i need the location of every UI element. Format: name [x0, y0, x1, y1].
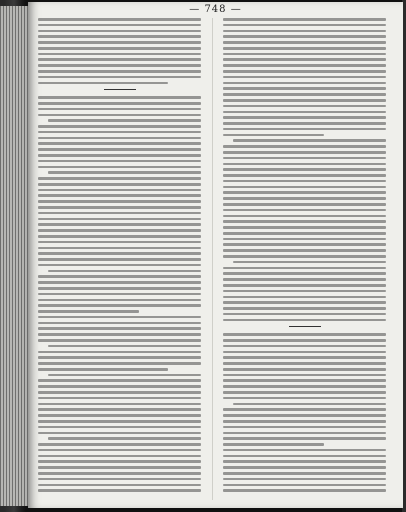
text-line-placeholder	[223, 99, 386, 102]
text-line-placeholder	[223, 203, 386, 206]
text-line-placeholder	[223, 272, 386, 275]
text-line-placeholder	[223, 397, 386, 400]
text-line-placeholder	[38, 96, 201, 99]
page-number: — 748 —	[189, 4, 242, 15]
text-line-placeholder	[223, 186, 386, 189]
text-line-placeholder	[223, 290, 386, 293]
text-line-placeholder	[38, 177, 201, 180]
text-line-placeholder	[223, 30, 386, 33]
text-line-placeholder	[223, 374, 386, 377]
text-line-placeholder	[223, 267, 386, 270]
text-line-placeholder	[38, 397, 201, 400]
text-line-placeholder	[233, 139, 386, 142]
text-line-placeholder	[223, 345, 386, 348]
text-line-placeholder	[38, 287, 201, 290]
text-line-placeholder	[223, 18, 386, 21]
text-line-placeholder	[38, 252, 201, 255]
section-rule	[289, 326, 321, 327]
text-line-placeholder	[38, 489, 201, 492]
text-line-placeholder	[223, 489, 386, 492]
text-line-placeholder	[38, 455, 201, 458]
text-line-placeholder	[38, 264, 201, 267]
text-line-placeholder	[223, 122, 386, 125]
text-line-placeholder	[48, 345, 201, 348]
text-line-placeholder	[38, 194, 201, 197]
text-line-placeholder	[38, 148, 201, 151]
text-line-placeholder	[38, 30, 201, 33]
text-line-placeholder	[38, 24, 201, 27]
text-line-placeholder	[38, 183, 201, 186]
text-line-placeholder	[223, 243, 386, 246]
text-line-placeholder	[38, 408, 201, 411]
text-line-placeholder	[223, 333, 386, 336]
text-line-placeholder	[223, 449, 386, 452]
text-line-placeholder	[38, 368, 168, 371]
text-line-placeholder	[38, 125, 201, 128]
text-line-placeholder	[48, 374, 201, 377]
text-line-placeholder	[38, 189, 201, 192]
text-line-placeholder	[223, 163, 386, 166]
text-line-placeholder	[48, 270, 201, 273]
text-line-placeholder	[38, 58, 201, 61]
text-line-placeholder	[38, 299, 201, 302]
text-line-placeholder	[223, 414, 386, 417]
text-line-placeholder	[38, 403, 201, 406]
text-line-placeholder	[38, 339, 201, 342]
text-line-placeholder	[38, 281, 201, 284]
text-line-placeholder	[38, 426, 201, 429]
text-line-placeholder	[223, 197, 386, 200]
text-line-placeholder	[38, 154, 201, 157]
text-line-placeholder	[38, 356, 201, 359]
text-line-placeholder	[38, 443, 201, 446]
text-line-placeholder	[223, 379, 386, 382]
text-column-left	[38, 18, 201, 495]
text-line-placeholder	[38, 293, 201, 296]
text-line-placeholder	[223, 41, 386, 44]
text-line-placeholder	[223, 157, 386, 160]
text-line-placeholder	[48, 171, 201, 174]
text-line-placeholder	[223, 249, 386, 252]
text-line-placeholder	[223, 362, 386, 365]
text-line-placeholder	[223, 284, 386, 287]
text-line-placeholder	[38, 212, 201, 215]
text-line-placeholder	[38, 229, 201, 232]
text-line-placeholder	[223, 87, 386, 90]
text-line-placeholder	[223, 116, 386, 119]
text-line-placeholder	[223, 255, 386, 258]
text-line-placeholder	[223, 93, 386, 96]
text-line-placeholder	[223, 472, 386, 475]
text-line-placeholder	[38, 322, 201, 325]
text-line-placeholder	[223, 145, 386, 148]
text-line-placeholder	[38, 247, 201, 250]
text-line-placeholder	[38, 478, 201, 481]
text-line-placeholder	[223, 151, 386, 154]
text-line-placeholder	[223, 278, 386, 281]
text-line-placeholder	[223, 478, 386, 481]
text-line-placeholder	[48, 437, 201, 440]
text-line-placeholder	[223, 64, 386, 67]
text-line-placeholder	[38, 235, 201, 238]
text-line-placeholder	[223, 426, 386, 429]
text-line-placeholder	[223, 53, 386, 56]
text-line-placeholder	[223, 466, 386, 469]
text-line-placeholder	[38, 466, 201, 469]
page-stack-edge	[0, 6, 30, 506]
text-line-placeholder	[223, 174, 386, 177]
text-line-placeholder	[38, 333, 201, 336]
text-line-placeholder	[38, 241, 201, 244]
text-line-placeholder	[223, 301, 386, 304]
text-line-placeholder	[38, 420, 201, 423]
text-line-placeholder	[223, 437, 386, 440]
text-line-placeholder	[38, 310, 139, 313]
text-line-placeholder	[223, 128, 386, 131]
text-line-placeholder	[223, 24, 386, 27]
text-line-placeholder	[223, 220, 386, 223]
text-line-placeholder	[38, 432, 201, 435]
text-line-placeholder	[38, 223, 201, 226]
text-line-placeholder	[223, 432, 386, 435]
text-line-placeholder	[48, 119, 201, 122]
text-line-placeholder	[38, 64, 201, 67]
text-line-placeholder	[38, 218, 201, 221]
text-line-placeholder	[38, 206, 201, 209]
text-line-placeholder	[38, 351, 201, 354]
text-column-right	[223, 18, 386, 495]
text-line-placeholder	[223, 307, 386, 310]
text-line-placeholder	[223, 368, 386, 371]
text-line-placeholder	[223, 191, 386, 194]
text-line-placeholder	[223, 319, 386, 322]
text-line-placeholder	[38, 114, 201, 117]
text-line-placeholder	[223, 226, 386, 229]
text-line-placeholder	[223, 168, 386, 171]
text-line-placeholder	[38, 166, 201, 169]
text-line-placeholder	[223, 391, 386, 394]
text-line-placeholder	[38, 362, 201, 365]
text-line-placeholder	[38, 484, 201, 487]
text-line-placeholder	[38, 414, 201, 417]
text-line-placeholder	[223, 420, 386, 423]
text-line-placeholder	[38, 275, 201, 278]
text-line-placeholder	[223, 180, 386, 183]
text-line-placeholder	[223, 134, 324, 137]
text-line-placeholder	[223, 460, 386, 463]
text-line-placeholder	[38, 200, 201, 203]
text-line-placeholder	[38, 385, 201, 388]
text-line-placeholder	[223, 296, 386, 299]
text-line-placeholder	[38, 391, 201, 394]
text-line-placeholder	[223, 105, 386, 108]
column-divider	[212, 18, 213, 500]
text-line-placeholder	[38, 460, 201, 463]
text-line-placeholder	[38, 41, 201, 44]
text-line-placeholder	[223, 232, 386, 235]
section-rule	[104, 89, 136, 90]
text-line-placeholder	[38, 472, 201, 475]
text-line-placeholder	[38, 82, 168, 85]
book-page	[28, 2, 403, 508]
text-line-placeholder	[38, 102, 201, 105]
text-line-placeholder	[38, 142, 201, 145]
text-line-placeholder	[38, 137, 201, 140]
text-line-placeholder	[223, 76, 386, 79]
text-line-placeholder	[38, 108, 201, 111]
text-line-placeholder	[38, 258, 201, 261]
text-line-placeholder	[233, 261, 386, 264]
text-line-placeholder	[233, 403, 386, 406]
text-line-placeholder	[223, 35, 386, 38]
text-line-placeholder	[38, 131, 201, 134]
text-line-placeholder	[38, 304, 201, 307]
text-line-placeholder	[38, 47, 201, 50]
text-line-placeholder	[223, 70, 386, 73]
text-line-placeholder	[38, 449, 201, 452]
text-line-placeholder	[38, 316, 201, 319]
text-line-placeholder	[38, 327, 201, 330]
text-line-placeholder	[223, 58, 386, 61]
text-line-placeholder	[38, 160, 201, 163]
text-line-placeholder	[38, 76, 201, 79]
text-line-placeholder	[223, 443, 324, 446]
text-line-placeholder	[223, 455, 386, 458]
text-line-placeholder	[38, 70, 201, 73]
text-line-placeholder	[223, 111, 386, 114]
text-line-placeholder	[223, 47, 386, 50]
text-line-placeholder	[223, 356, 386, 359]
text-line-placeholder	[223, 215, 386, 218]
text-line-placeholder	[38, 18, 201, 21]
text-line-placeholder	[38, 53, 201, 56]
text-line-placeholder	[223, 385, 386, 388]
text-line-placeholder	[223, 408, 386, 411]
text-line-placeholder	[38, 35, 201, 38]
text-line-placeholder	[223, 313, 386, 316]
text-line-placeholder	[223, 209, 386, 212]
text-line-placeholder	[223, 484, 386, 487]
text-line-placeholder	[223, 351, 386, 354]
text-line-placeholder	[223, 82, 386, 85]
text-line-placeholder	[38, 379, 201, 382]
text-line-placeholder	[223, 238, 386, 241]
text-line-placeholder	[223, 339, 386, 342]
